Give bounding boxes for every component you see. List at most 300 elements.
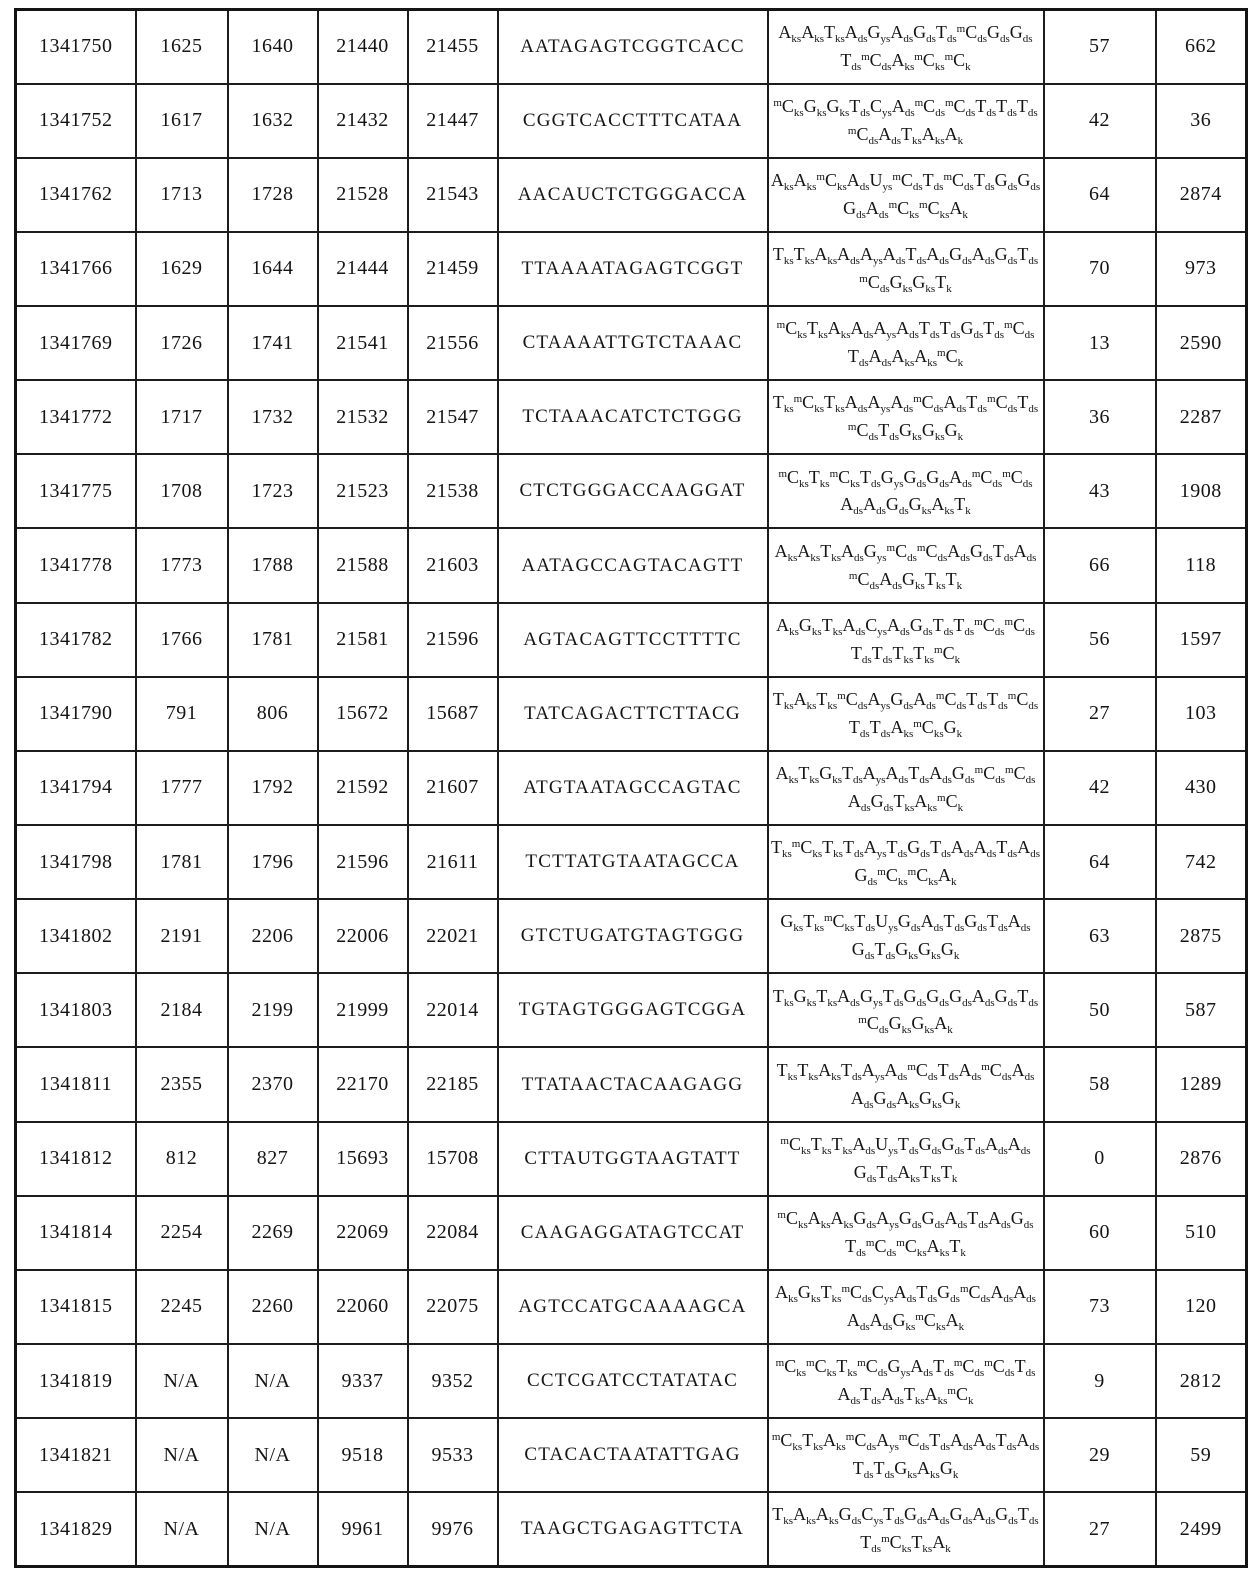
chemistry-cell [768,158,1044,232]
value-2-cell: 118 [1156,528,1247,602]
chemistry-token: $^mC_{ds}$ [935,688,967,712]
start-site-cell: 1625 [136,10,228,84]
start-site-2-cell: 9337 [318,1344,408,1418]
value-2-cell: 36 [1156,84,1247,158]
chemistry-token: $^mC_{ds}$ [987,392,1018,416]
chemistry-token: $^mC_{ds}$ [953,1356,985,1380]
chemistry-token: $A_{ds}$ [842,614,866,638]
value-cell: 60 [1044,1196,1156,1270]
chemistry-token: $T_{ks}$ [820,1282,842,1306]
chemistry-token: $T_{ks}$ [920,1161,941,1185]
chemistry-token: $G_k$ [944,420,964,444]
chemistry-token: $T_{ds}$ [992,540,1014,564]
compound-id-cell: 1341762 [16,158,136,232]
chemistry-token: $G_{ds}$ [853,1207,877,1231]
chemistry-token: $G_k$ [941,1087,961,1111]
sequence-cell: TATCAGACTTCTTACG [498,677,768,751]
chemistry-token: $G_{ks}$ [889,271,913,295]
chemistry-token: $T_k$ [935,271,952,295]
chemistry-token: $T_{ds}$ [987,911,1008,935]
chemistry-token: $A_{ks}$ [924,1384,948,1408]
stop-site-2-cell: 21611 [408,825,498,899]
chemistry-token: $T_{ds}$ [854,911,876,935]
stop-site-cell: 1781 [228,603,318,677]
start-site-2-cell: 21588 [318,528,408,602]
chemistry-token: $A_{ks}$ [814,244,838,268]
chemistry-token: $A_{ks}$ [896,1087,920,1111]
stop-site-cell: 2199 [228,973,318,1047]
sequence-cell: AATAGAGTCGGTCACC [498,10,768,84]
chemistry-token: $A_{ds}$ [985,1133,1008,1157]
value-cell: 27 [1044,1492,1156,1566]
chemistry-token: $A_{ys}$ [873,318,897,342]
chemistry-token: $A_{ds}$ [846,169,870,193]
chemistry-token: $A_{ds}$ [1007,1133,1031,1157]
chemistry-token: $^mC_{ds}$ [886,540,917,564]
stop-site-2-cell: 22185 [408,1047,498,1121]
stop-site-2-cell: 21455 [408,10,498,84]
chemistry-token: $G_k$ [940,939,960,963]
chemistry-token: $A_{ys}$ [862,763,886,787]
chemistry-token: $A_{ds}$ [1007,911,1031,935]
chemistry-token: $^mC_{ks}$ [914,49,945,73]
chemistry-token: $T_{ds}$ [859,466,881,490]
table-row [16,1047,1247,1121]
chemistry-token: $G_{ks}$ [902,568,925,592]
chemistry-token: $A_{ks}$ [897,1161,921,1185]
chemistry-token: $T_{ds}$ [987,688,1008,712]
value-cell: 9 [1044,1344,1156,1418]
chemistry-token: $G_{ks}$ [908,494,932,518]
chemistry-token: $T_{ds}$ [929,1430,951,1454]
chemistry-token: $T_{ks}$ [776,1059,798,1083]
value-2-cell: 2875 [1156,899,1247,973]
chemistry-token: $^mC_{ks}$ [806,1356,837,1380]
sequence-cell: CCTCGATCCTATATAC [498,1344,768,1418]
chemistry-token: $A_{ks}$ [891,49,915,73]
chemistry-token: $G_{ds}$ [853,1161,877,1185]
stop-site-2-cell: 21538 [408,454,498,528]
chemistry-token: $A_{ds}$ [973,837,997,861]
compound-id-cell: 1341769 [16,306,136,380]
chemistry-token: $G_k$ [943,716,963,740]
value-2-cell: 2287 [1156,380,1247,454]
chemistry-token: $A_{ds}$ [972,1504,996,1528]
chemistry-token: $A_{ys}$ [876,1207,899,1231]
chemistry-token: $T_{ks}$ [901,123,922,147]
value-2-cell: 742 [1156,825,1247,899]
chemistry-token: $T_{ks}$ [822,837,843,861]
chemistry-cell [768,1344,1044,1418]
start-site-2-cell: 21432 [318,84,408,158]
sequence-cell: CTACACTAATATTGAG [498,1418,768,1492]
chemistry-token: $G_{ds}$ [897,911,921,935]
chemistry-token: $T_k$ [949,1235,966,1259]
chemistry-token: $T_{ds}$ [932,614,954,638]
chemistry-token: $A_{ks}$ [807,1207,831,1231]
chemistry-token: $A_{ds}$ [943,392,967,416]
chemistry-token: $A_{ds}$ [950,837,974,861]
chemistry-token: $G_{ks}$ [921,420,945,444]
chemistry-token: $G_{ds}$ [1010,1207,1034,1231]
stop-site-cell: N/A [228,1344,318,1418]
stop-site-2-cell: 22014 [408,973,498,1047]
value-2-cell: 1908 [1156,454,1247,528]
chemistry-token: $T_k$ [954,494,971,518]
chemistry-token: $^mC_{ds}$ [959,1282,991,1306]
chemistry-token: $^mC_{ds}$ [859,271,890,295]
chemistry-token: $^mC_{ks}$ [780,1133,811,1157]
table-row [16,677,1247,751]
chemistry-token: $T_{ks}$ [903,1384,925,1408]
start-site-2-cell: 21444 [318,232,408,306]
table-row [16,306,1247,380]
chemistry-token: $T_{ds}$ [973,169,995,193]
chemistry-token: $T_{ds}$ [983,318,1005,342]
value-cell: 36 [1044,380,1156,454]
chemistry-cell [768,84,1044,158]
chemistry-token: $A_{ks}$ [815,1504,839,1528]
chemistry-token: $A_{ds}$ [896,318,919,342]
value-2-cell: 59 [1156,1418,1247,1492]
chemistry-token: $G_{ds}$ [987,21,1010,45]
chemistry-token: $G_{ds}$ [941,1133,965,1157]
chemistry-token: $G_{ds}$ [873,1087,897,1111]
chemistry-token: $A_{ks}$ [914,790,938,814]
stop-site-2-cell: 22021 [408,899,498,973]
chemistry-token: $G_{ks}$ [803,95,827,119]
stop-site-cell: 806 [228,677,318,751]
sequence-cell: AGTCCATGCAAAAGCA [498,1270,768,1344]
chemistry-token: $T_{ds}$ [933,1356,954,1380]
chemistry-token: $^mC_{ks}$ [773,95,804,119]
table-row [16,232,1247,306]
table-row [16,454,1247,528]
chemistry-token: $A_{ks}$ [775,1282,798,1306]
chemistry-token: $^mC_k$ [947,1384,974,1408]
chemistry-token: $T_{ds}$ [860,1532,882,1556]
chemistry-token: $T_{ks}$ [808,466,830,490]
chemistry-token: $T_{ds}$ [922,169,944,193]
chemistry-token: $^mC_k$ [934,642,961,666]
chemistry-token: $A_{ks}$ [770,169,794,193]
start-site-2-cell: 21528 [318,158,408,232]
chemistry-token: $^mC_{ks}$ [915,1309,946,1333]
chemistry-token: $A_{ds}$ [1011,1059,1035,1083]
chemistry-token: $G_{ys}$ [859,985,883,1009]
stop-site-2-cell: 22084 [408,1196,498,1270]
chemistry-token: $T_{ds}$ [966,392,988,416]
chemistry-token: $^mC_{ks}$ [829,466,860,490]
chemistry-token: $A_{ds}$ [878,123,902,147]
chemistry-token: $G_{ds}$ [970,540,993,564]
chemistry-token: $T_{ds}$ [886,837,908,861]
start-site-cell: N/A [136,1492,228,1566]
chemistry-cell [768,10,1044,84]
chemistry-token: $G_{ks}$ [919,1087,942,1111]
chemistry-token: $G_{ds}$ [951,763,975,787]
chemistry-token: $G_{ds}$ [898,1207,922,1231]
value-2-cell: 430 [1156,751,1247,825]
chemistry-token: $^mC_{ks}$ [816,169,847,193]
chemistry-token: $G_{ks}$ [894,1458,918,1482]
value-cell: 64 [1044,158,1156,232]
compound-id-cell: 1341812 [16,1122,136,1196]
stop-site-cell: 1644 [228,232,318,306]
chemistry-token: $T_{ds}$ [975,95,997,119]
start-site-cell: 2355 [136,1047,228,1121]
chemistry-token: $A_{ys}$ [861,1059,885,1083]
chemistry-token: $A_{ks}$ [891,346,915,370]
compound-id-cell: 1341752 [16,84,136,158]
table-row [16,899,1247,973]
chemistry-token: $T_{ds}$ [842,837,864,861]
chemistry-token: $^mC_{ds}$ [974,614,1005,638]
chemistry-token: $A_{ds}$ [972,1430,996,1454]
value-2-cell: 1597 [1156,603,1247,677]
chemistry-token: $T_k$ [945,568,963,592]
chemistry-token: $A_{ds}$ [882,244,906,268]
chemistry-token: $^mC_{ds}$ [848,568,880,592]
sequence-cell: CAAGAGGATAGTCCAT [498,1196,768,1270]
chemistry-token: $T_{ds}$ [943,911,965,935]
chemistry-token: $^mC_{ks}$ [919,197,950,221]
chemistry-token: $^mC_k$ [937,790,964,814]
chemistry-token: $T_{ds}$ [897,1133,919,1157]
table-row [16,603,1247,677]
chemistry-token: $^mC_{ks}$ [881,1532,912,1556]
chemistry-token: $A_{ds}$ [1013,1282,1036,1306]
chemistry-token: $T_{ds}$ [852,1458,874,1482]
chemistry-token: $G_{ks}$ [798,614,822,638]
start-site-cell: 1781 [136,825,228,899]
start-site-2-cell: 21541 [318,306,408,380]
chemistry-token: $T_{ks}$ [798,763,820,787]
chemistry-token: $^mC_{ds}$ [857,1356,888,1380]
chemistry-token: $C_{ys}$ [861,1504,884,1528]
value-2-cell: 2499 [1156,1492,1247,1566]
chemistry-token: $G_{ds}$ [949,244,972,268]
chemistry-token: $T_{ds}$ [874,939,896,963]
chemistry-token: $A_{ds}$ [890,392,914,416]
chemistry-token: $T_{ds}$ [841,763,863,787]
chemistry-token: $^mC_{ds}$ [1007,688,1039,712]
chemistry-token: $T_{ks}$ [803,911,824,935]
start-site-2-cell: 9961 [318,1492,408,1566]
chemistry-token: $G_{ds}$ [994,244,1018,268]
stop-site-cell: N/A [228,1492,318,1566]
chemistry-token: $T_{ds}$ [953,614,975,638]
chemistry-token: $^mC_{ds}$ [974,763,1006,787]
start-site-cell: 2245 [136,1270,228,1344]
start-site-cell: 1773 [136,528,228,602]
sequence-cell: TCTAAACATCTCTGGG [498,380,768,454]
table-row [16,158,1247,232]
chemistry-token: $T_{ds}$ [996,837,1018,861]
chemistry-token: $^mC_{ds}$ [847,123,879,147]
chemistry-token: $^mC_{ks}$ [793,392,824,416]
chemistry-token: $T_{ds}$ [840,49,862,73]
value-cell: 70 [1044,232,1156,306]
start-site-cell: 791 [136,677,228,751]
chemistry-token: $^mC_{ks}$ [877,865,908,889]
chemistry-token: $T_{ds}$ [905,244,927,268]
compound-id-cell: 1341802 [16,899,136,973]
start-site-2-cell: 22060 [318,1270,408,1344]
chemistry-token: $A_{ds}$ [1016,1430,1040,1454]
compound-id-cell: 1341782 [16,603,136,677]
chemistry-token: $G_{ds}$ [918,1133,942,1157]
chemistry-token: $G_k$ [939,1458,959,1482]
sequence-cell: TTAAAATAGAGTCGGT [498,232,768,306]
chemistry-token: $A_{ks}$ [822,1430,846,1454]
chemistry-token: $T_{ds}$ [860,1384,882,1408]
chemistry-token: $^mC_{ds}$ [858,1013,889,1037]
chemistry-token: $C_{ys}$ [865,614,888,638]
sequence-cell: TGTAGTGGGAGTCGGA [498,973,768,1047]
chemistry-token: $T_{ds}$ [1017,392,1039,416]
chemistry-token: $A_{ds}$ [971,244,995,268]
chemistry-token: $G_{ks}$ [826,95,850,119]
chemistry-token: $A_{ds}$ [926,244,950,268]
chemistry-token: $A_{ds}$ [929,763,952,787]
chemistry-token: $A_{ds}$ [850,318,874,342]
value-2-cell: 973 [1156,232,1247,306]
table-row [16,528,1247,602]
stop-site-2-cell: 21543 [408,158,498,232]
chemistry-token: $^mC_{ds}$ [914,95,945,119]
chemistry-token: $T_{ds}$ [869,716,891,740]
chemistry-token: $A_k$ [944,123,964,147]
chemistry-token: $T_k$ [940,1161,958,1185]
chemistry-token: $A_{ks}$ [914,346,938,370]
table-row [16,825,1247,899]
chemistry-token: $A_{ds}$ [988,1207,1011,1231]
chemistry-cell [768,380,1044,454]
start-site-2-cell: 15693 [318,1122,408,1196]
chemistry-token: $A_{ds}$ [947,540,971,564]
start-site-cell: 2254 [136,1196,228,1270]
chemistry-token: $^mC_{ds}$ [1002,466,1033,490]
sequence-cell: CTTAUTGGTAAGTATT [498,1122,768,1196]
chemistry-token: $^mC_k$ [937,346,964,370]
compound-id-cell: 1341775 [16,454,136,528]
chemistry-token: $T_{ds}$ [964,1133,986,1157]
chemistry-token: $A_{ks}$ [801,21,824,45]
table-row [16,1418,1247,1492]
chemistry-token: $G_{ds}$ [903,466,927,490]
start-site-cell: 2184 [136,973,228,1047]
chemistry-token: $G_{ys}$ [887,1356,911,1380]
chemistry-token: $T_{ds}$ [937,1059,959,1083]
chemistry-token: $T_{ds}$ [882,985,904,1009]
start-site-2-cell: 21532 [318,380,408,454]
chemistry-token: $G_{ks}$ [888,1013,912,1037]
value-cell: 58 [1044,1047,1156,1121]
chemistry-token: $A_{ks}$ [890,716,914,740]
chemistry-token: $G_{ds}$ [870,790,894,814]
chemistry-token: $A_{ds}$ [879,568,903,592]
chemistry-cell [768,528,1044,602]
value-cell: 63 [1044,899,1156,973]
chemistry-token: $T_{ks}$ [793,244,815,268]
chemistry-token: $G_{ys}$ [863,540,887,564]
start-site-cell: N/A [136,1418,228,1492]
chemistry-token: $T_{ds}$ [939,318,961,342]
chemistry-cell [768,899,1044,973]
stop-site-2-cell: 21603 [408,528,498,602]
value-2-cell: 662 [1156,10,1247,84]
start-site-2-cell: 21999 [318,973,408,1047]
chemistry-token: $^mC_{ds}$ [984,1356,1015,1380]
chemistry-token: $A_{ds}$ [885,763,909,787]
chemistry-cell [768,1492,1044,1566]
chemistry-cell [768,603,1044,677]
chemistry-token: $^mC_{ks}$ [778,466,809,490]
chemistry-token: $T_{ds}$ [1017,985,1039,1009]
value-cell: 29 [1044,1418,1156,1492]
chemistry-token: $T_{ds}$ [916,1282,938,1306]
chemistry-token: $T_{ks}$ [820,540,841,564]
chemistry-token: $G_{ks}$ [793,985,817,1009]
chemistry-token: $A_{ds}$ [949,466,972,490]
chemistry-token: $T_{ks}$ [823,21,845,45]
value-cell: 42 [1044,84,1156,158]
chemistry-token: $G_{ks}$ [819,763,842,787]
stop-site-cell: 2260 [228,1270,318,1344]
chemistry-token: $T_{ds}$ [873,1458,895,1482]
chemistry-token: $T_{ks}$ [836,1356,858,1380]
sequence-cell: ATGTAATAGCCAGTAC [498,751,768,825]
chemistry-token: $A_{ds}$ [837,1384,861,1408]
table-row [16,10,1247,84]
start-site-2-cell: 21592 [318,751,408,825]
chemistry-token: $^mC_{ds}$ [916,540,948,564]
start-site-2-cell: 9518 [318,1418,408,1492]
chemistry-token: $T_{ks}$ [772,688,794,712]
stop-site-cell: 2206 [228,899,318,973]
chemistry-token: $T_{ks}$ [802,1430,823,1454]
table-row [16,1122,1247,1196]
chemistry-token: $A_{ks}$ [818,1059,841,1083]
stop-site-2-cell: 21547 [408,380,498,454]
value-cell: 50 [1044,973,1156,1047]
chemistry-token: $T_{ds}$ [930,837,951,861]
chemistry-token: $^mC_{ks}$ [775,1356,806,1380]
chemistry-token: $G_{ks}$ [797,1282,821,1306]
chemistry-token: $A_{ks}$ [775,763,799,787]
chemistry-token: $A_{ds}$ [944,1207,968,1231]
chemistry-token: $A_{ys}$ [863,837,887,861]
chemistry-token: $T_{ks}$ [913,642,935,666]
chemistry-token: $^mC_{ds}$ [1004,614,1035,638]
chemistry-token: $G_{ds}$ [994,985,1018,1009]
value-2-cell: 120 [1156,1270,1247,1344]
chemistry-token: $A_{ks}$ [793,169,817,193]
value-cell: 0 [1044,1122,1156,1196]
chemistry-cell [768,1122,1044,1196]
chemistry-token: $^mC_{ds}$ [845,1430,877,1454]
chemistry-token: $^mC_{ds}$ [913,392,944,416]
sequence-cell: TAAGCTGAGAGTTCTA [498,1492,768,1566]
chemistry-token: $A_{ds}$ [1017,837,1040,861]
chemistry-cell [768,454,1044,528]
stop-site-cell: 1792 [228,751,318,825]
chemistry-cell [768,306,1044,380]
chemistry-token: $A_{ds}$ [990,1282,1014,1306]
chemistry-token: $^mC_{ks}$ [896,1235,927,1259]
chemistry-token: $^mC_{ds}$ [943,169,974,193]
